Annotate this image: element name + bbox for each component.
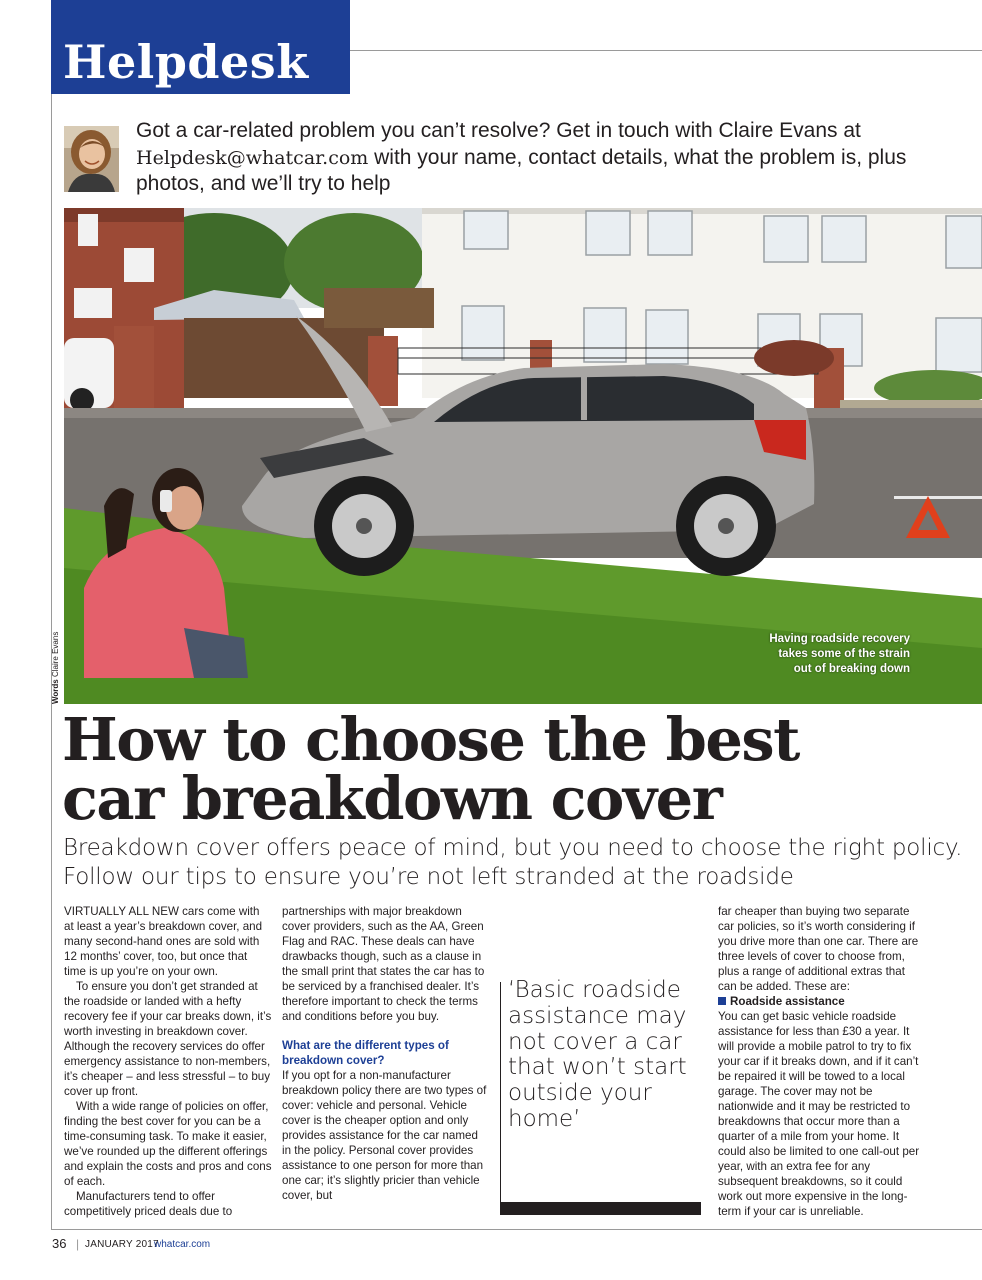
left-margin-rule: [51, 0, 52, 1230]
helpdesk-email[interactable]: Helpdesk@whatcar.com: [136, 146, 369, 169]
section-title: Helpdesk: [63, 35, 309, 89]
issue-date: JANUARY 2017: [85, 1239, 159, 1250]
footer-rule: [51, 1229, 982, 1230]
body-column-1: [64, 904, 272, 1219]
body-column-2: [282, 904, 488, 1203]
body-column-3: [718, 904, 922, 1219]
footer-separator: |: [76, 1237, 80, 1251]
body-paragraph: partnerships with major breakdown cover providers, such as the AA, Green Flag and RAC. These deals can have drawbacks though, such as a clause in the small print that states the car has to be serviced by a franchised dealer. It’s therefore important to check the terms and conditions before you buy.: [282, 905, 485, 1023]
body-paragraph: To ensure you don’t get stranded at the roadside or landed with a hefty recovery fee if your car breaks down, it’s worth investing in breakdown cover. Although the recovery services do offer emergency assistance to non-members, it’s cheaper – and less stressful – to buy cover up front.: [64, 980, 272, 1098]
intro-text: [136, 118, 966, 198]
body-paragraph: With a wide range of policies on offer, finding the best cover for you can be a time-consuming task. To make it easier, we’ve rounded up the different offerings and explain the costs and pros and cons of each.: [64, 1100, 272, 1188]
body-paragraph: Manufacturers tend to offer competitively priced deals due to: [64, 1190, 233, 1218]
headline-line-2: car breakdown cover: [62, 764, 722, 833]
hero-photo: [64, 208, 982, 704]
credit-name: Claire Evans: [51, 631, 60, 678]
author-portrait-image: [64, 126, 119, 192]
body-paragraph: far cheaper than buying two separate car policies, so it’s worth considering if you drive more than one car. There are three levels of cover to choose from, plus a range of additional extras that can be added. These are:: [718, 905, 919, 993]
breakdown-scene-image: [64, 208, 982, 704]
website-link[interactable]: whatcar.com: [154, 1239, 211, 1250]
square-bullet-icon: [718, 997, 726, 1005]
subheading-roadside: [718, 994, 922, 1009]
pullquote-rule: [500, 982, 501, 1204]
intro-text-after: with your name, contact details, what the problem is, plus photos, and we’ll try to help: [136, 145, 907, 195]
article-standfirst: Breakdown cover offers peace of mind, but you need to choose the right policy. Follow our tips to ensure you’re not left stranded at the roadside: [63, 835, 963, 890]
header-rule: [350, 50, 982, 51]
body-paragraph: If you opt for a non-manufacturer breakdown policy there are two types of cover: vehicle and personal. Vehicle cover is the cheaper option and only provides assistance for the car named in the policy. Personal cover provides assistance to one person for more than one car; it’s slightly pricier than vehicle cover, but: [282, 1069, 487, 1202]
subheading-label: Roadside assistance: [730, 995, 845, 1008]
photo-caption: Having roadside recovery takes some of the strain out of breaking down: [769, 633, 910, 675]
pullquote-bar: [500, 1202, 701, 1215]
author-photo: [64, 126, 119, 192]
pullquote: ‘Basic roadside assistance may not cover a car that won’t start outside your home’: [508, 977, 687, 1132]
article-headline: [62, 705, 972, 833]
headline-line-1: How to choose the best: [62, 705, 799, 774]
body-paragraph: VIRTUALLY ALL NEW cars come with at least a year’s breakdown cover, and many second-hand ones are sold with 12 months’ cover, too, but once that time is up you’re on your own.: [64, 905, 263, 978]
credit-label: Words: [51, 679, 60, 704]
page-number: 36: [52, 1236, 67, 1251]
body-paragraph: You can get basic vehicle roadside assistance for less than £30 a year. It will provide a mobile patrol to try to fix your car if it breaks down, and if it can’t be repaired it will be towed to a local garage. The cover may not be nationwide and it may be restricted to breakdowns that occur more than a quarter of a mile from your home. It could also be limited to one call-out per year, with an extra fee for any subsequent breakdowns, so it could work out more expensive in the long-term if your car is unreliable.: [718, 1010, 920, 1218]
intro-text-before: Got a car-related problem you can’t resolve? Get in touch with Claire Evans at: [136, 119, 861, 142]
photo-credit: [51, 632, 61, 704]
subheading: What are the different types of breakdown cover?: [282, 1039, 449, 1067]
